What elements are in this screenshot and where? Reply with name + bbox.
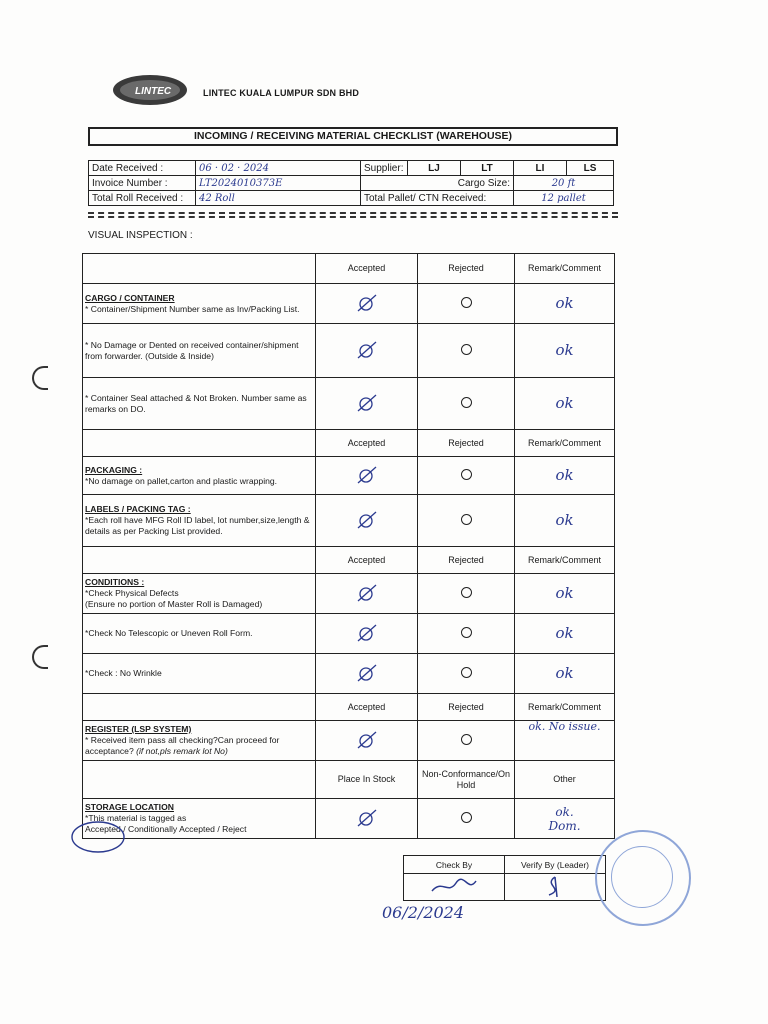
remark: ok	[515, 378, 615, 430]
col-rejected: Rejected	[418, 694, 515, 721]
date-value: 06 · 02 · 2024	[196, 161, 361, 176]
check-item-note: (Ensure no portion of Master Roll is Damaged)	[85, 599, 263, 609]
remark: ok	[515, 495, 615, 547]
check-item: Accepted / Conditionally Accepted / Reject	[85, 824, 247, 834]
check-item: *This material is tagged as	[85, 813, 187, 823]
col-accepted: Accepted	[316, 254, 418, 284]
col-accepted: Accepted	[316, 547, 418, 574]
remark: ok. No issue.	[515, 721, 615, 761]
remark: Dom.	[548, 818, 581, 833]
table-row	[83, 284, 615, 324]
accepted-tick-icon	[354, 292, 380, 312]
circle-annotation	[68, 817, 128, 857]
check-item: * No Damage or Dented on received container/shipment from forwarder. (Outside & Inside)	[83, 324, 316, 378]
table-row	[83, 614, 615, 654]
remark: ok	[515, 457, 615, 495]
col-accepted: Accepted	[316, 694, 418, 721]
col-remark: Remark/Comment	[515, 254, 615, 284]
rejected-circle-icon	[461, 344, 472, 355]
check-by-label: Check By	[404, 856, 505, 874]
rejected-circle-icon	[461, 812, 472, 823]
col-non-conformance: Non-Conformance/On Hold	[418, 761, 515, 799]
table-row	[83, 654, 615, 694]
section-title: REGISTER (LSP SYSTEM)	[85, 724, 192, 734]
section-title: PACKAGING :	[85, 464, 143, 475]
check-item: * Container/Shipment Number same as Inv/Packing List.	[85, 303, 300, 314]
punch-hole	[32, 645, 48, 669]
roll-value: 42 Roll	[196, 191, 361, 206]
rejected-circle-icon	[461, 734, 472, 745]
accepted-tick-icon	[354, 464, 380, 484]
table-row	[83, 721, 615, 761]
col-rejected: Rejected	[418, 547, 515, 574]
roll-label: Total Roll Received :	[89, 191, 196, 206]
check-item: *No damage on pallet,carton and plastic wrapping.	[85, 475, 278, 486]
divider	[88, 212, 618, 214]
check-item: *Check : No Wrinkle	[83, 654, 316, 694]
accepted-tick-icon	[354, 662, 380, 682]
check-item: *Check No Telescopic or Uneven Roll Form.	[83, 614, 316, 654]
accepted-tick-icon	[354, 509, 380, 529]
table-row	[83, 761, 615, 799]
col-place-in-stock: Place In Stock	[316, 761, 418, 799]
check-item: *Each roll have MFG Roll ID label, lot number,size,length & details as per Packing List provided.	[85, 515, 310, 536]
table-row	[83, 378, 615, 430]
company-logo	[111, 72, 189, 108]
col-rejected: Rejected	[418, 430, 515, 457]
rejected-circle-icon	[461, 667, 472, 678]
rejected-circle-icon	[461, 397, 472, 408]
col-accepted: Accepted	[316, 430, 418, 457]
table-row	[83, 254, 615, 284]
signature-icon	[535, 875, 575, 897]
section-title: CONDITIONS :	[85, 577, 145, 587]
accepted-tick-icon	[354, 807, 380, 827]
accepted-tick-icon	[354, 622, 380, 642]
check-item: * Received item pass all checking?Can proceed for acceptance?	[85, 735, 280, 756]
table-row	[83, 547, 615, 574]
rejected-circle-icon	[461, 514, 472, 525]
visual-inspection-label: VISUAL INSPECTION :	[88, 230, 193, 241]
supplier-option-li: LI	[514, 161, 567, 176]
supplier-label: Supplier:	[361, 161, 408, 176]
company-name: LINTEC KUALA LUMPUR SDN BHD	[203, 88, 360, 98]
accepted-tick-icon	[354, 582, 380, 602]
accepted-tick-icon	[354, 729, 380, 749]
punch-hole	[32, 366, 48, 390]
col-remark: Remark/Comment	[515, 547, 615, 574]
rejected-circle-icon	[461, 587, 472, 598]
table-row	[83, 324, 615, 378]
pallet-value: 12 pallet	[514, 191, 614, 206]
pallet-label: Total Pallet/ CTN Received:	[361, 191, 514, 206]
cargo-size-value: 20 ft	[514, 176, 614, 191]
table-row	[83, 495, 615, 547]
supplier-option-ls: LS	[567, 161, 614, 176]
remark: ok	[515, 654, 615, 694]
remark: ok	[515, 284, 615, 324]
col-remark: Remark/Comment	[515, 430, 615, 457]
signoff-date: 06/2/2024	[382, 903, 465, 922]
inspection-checklist	[82, 253, 615, 839]
invoice-label: Invoice Number :	[89, 176, 196, 191]
verify-by-label: Verify By (Leader)	[505, 856, 606, 874]
remark: ok	[515, 574, 615, 614]
accepted-tick-icon	[354, 392, 380, 412]
col-remark: Remark/Comment	[515, 694, 615, 721]
remark: ok	[515, 324, 615, 378]
table-row	[83, 457, 615, 495]
supplier-option-lt: LT	[461, 161, 514, 176]
svg-text:LINTEC: LINTEC	[135, 86, 172, 97]
cargo-size-label: Cargo Size:	[361, 176, 514, 191]
table-row	[83, 694, 615, 721]
table-row	[83, 574, 615, 614]
date-label: Date Received :	[89, 161, 196, 176]
remark: ok	[515, 614, 615, 654]
rejected-circle-icon	[461, 469, 472, 480]
col-other: Other	[515, 761, 615, 799]
col-rejected: Rejected	[418, 254, 515, 284]
signature-icon	[424, 875, 484, 897]
remark: ok.	[555, 804, 574, 819]
company-stamp-inner	[611, 846, 673, 908]
table-row	[83, 799, 615, 839]
check-item: *Check Physical Defects	[85, 588, 179, 598]
invoice-value: LT2024010373E	[196, 176, 361, 191]
divider	[88, 216, 618, 218]
check-item-note: (if not,pls remark lot No)	[136, 746, 228, 756]
rejected-circle-icon	[461, 297, 472, 308]
supplier-option-lj: LJ	[408, 161, 461, 176]
receipt-info-table	[88, 160, 614, 206]
section-title: LABELS / PACKING TAG :	[85, 504, 191, 514]
form-title: INCOMING / RECEIVING MATERIAL CHECKLIST (WAREHOUSE)	[88, 127, 618, 146]
section-title: STORAGE LOCATION	[85, 802, 174, 812]
accepted-tick-icon	[354, 339, 380, 359]
table-row	[83, 430, 615, 457]
rejected-circle-icon	[461, 627, 472, 638]
section-title: CARGO / CONTAINER	[85, 292, 175, 303]
signoff-table	[403, 855, 606, 901]
check-item: * Container Seal attached & Not Broken. Number same as remarks on DO.	[83, 378, 316, 430]
